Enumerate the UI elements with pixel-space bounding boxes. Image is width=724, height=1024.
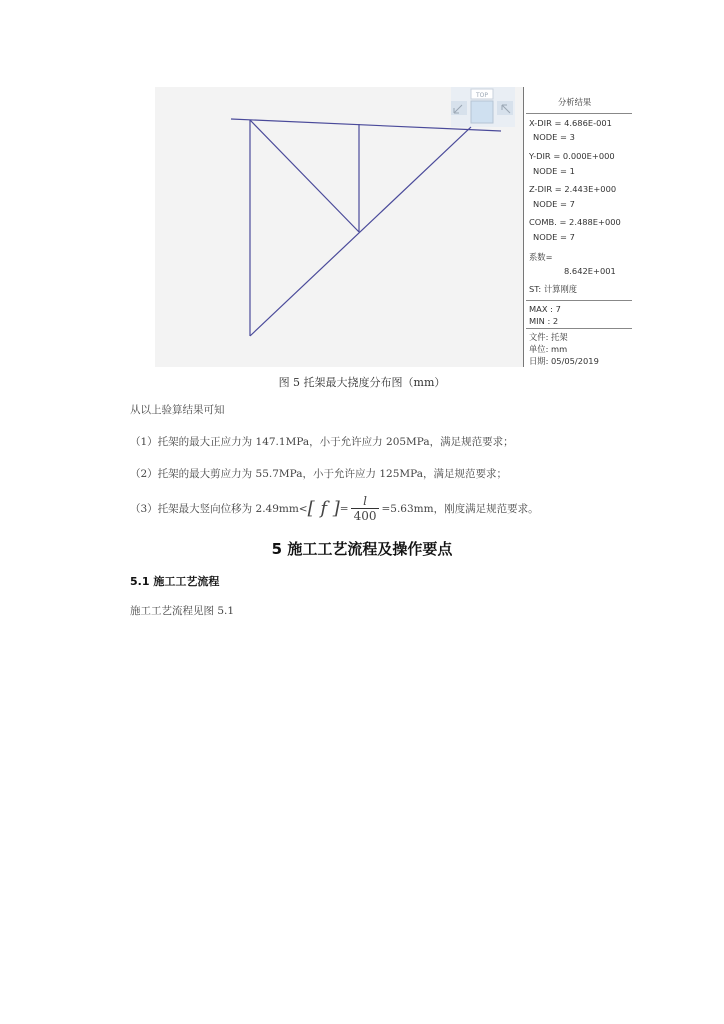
unit-label: 单位: mm: [529, 344, 568, 354]
results-title: 分析结果: [558, 97, 592, 107]
deflection-figure: [155, 87, 633, 367]
item-2: （2）托架的最大剪应力为 55.7MPa，小于允许应力 125MPa，满足规范要求；: [130, 468, 507, 480]
coef-value: 8.642E+001: [564, 266, 616, 276]
item-3: [130, 494, 539, 523]
y-dir-node: NODE = 1: [533, 166, 575, 176]
item-3-suffix: =5.63mm，刚度满足规范要求。: [381, 503, 539, 515]
y-dir-value: Y-DIR = 0.000E+000: [529, 151, 615, 161]
date-label: 日期: 05/05/2019: [529, 356, 599, 366]
max-value: MAX : 7: [529, 304, 561, 314]
x-dir-value: X-DIR = 4.686E-001: [529, 118, 612, 128]
comb-node: NODE = 7: [533, 232, 575, 242]
allowable-deflection-symbol: [ f ]: [307, 498, 340, 519]
truss-drawing: [155, 87, 523, 367]
min-value: MIN : 2: [529, 316, 559, 326]
subsection-title: 5.1 施工工艺流程: [130, 575, 220, 588]
fraction-denominator: 400: [351, 508, 380, 523]
item-3-prefix: （3）托架最大竖向位移为 2.49mm<: [130, 503, 308, 515]
truss-members: [231, 119, 501, 336]
st-label: ST: 计算刚度: [529, 284, 578, 294]
flow-text: 施工工艺流程见图 5.1: [130, 605, 235, 617]
file-label: 文件: 托架: [529, 332, 568, 342]
x-dir-node: NODE = 3: [533, 132, 575, 142]
view-cube-label: TOP: [475, 92, 489, 99]
fraction-numerator: l: [363, 494, 367, 508]
truss-plot: [155, 87, 523, 367]
analysis-results-panel: [523, 87, 634, 367]
z-dir-value: Z-DIR = 2.443E+000: [529, 184, 617, 194]
item-1: （1）托架的最大正应力为 147.1MPa，小于允许应力 205MPa，满足规范要求；: [130, 436, 514, 448]
diagonal-brace: [250, 120, 359, 232]
figure-caption: 图 5 托架最大挠度分布图（mm）: [278, 376, 446, 389]
comb-value: COMB. = 2.488E+000: [529, 217, 621, 227]
intro-text: 从以上验算结果可知: [130, 404, 225, 416]
span-fraction: [351, 494, 380, 523]
section-title: 5 施工工艺流程及操作要点: [271, 540, 453, 558]
z-dir-node: NODE = 7: [533, 199, 575, 209]
inclined-strut: [250, 127, 471, 336]
item-3-equals: =: [339, 502, 349, 515]
coef-label: 系数=: [529, 252, 553, 262]
view-cube-icon: [451, 87, 515, 127]
